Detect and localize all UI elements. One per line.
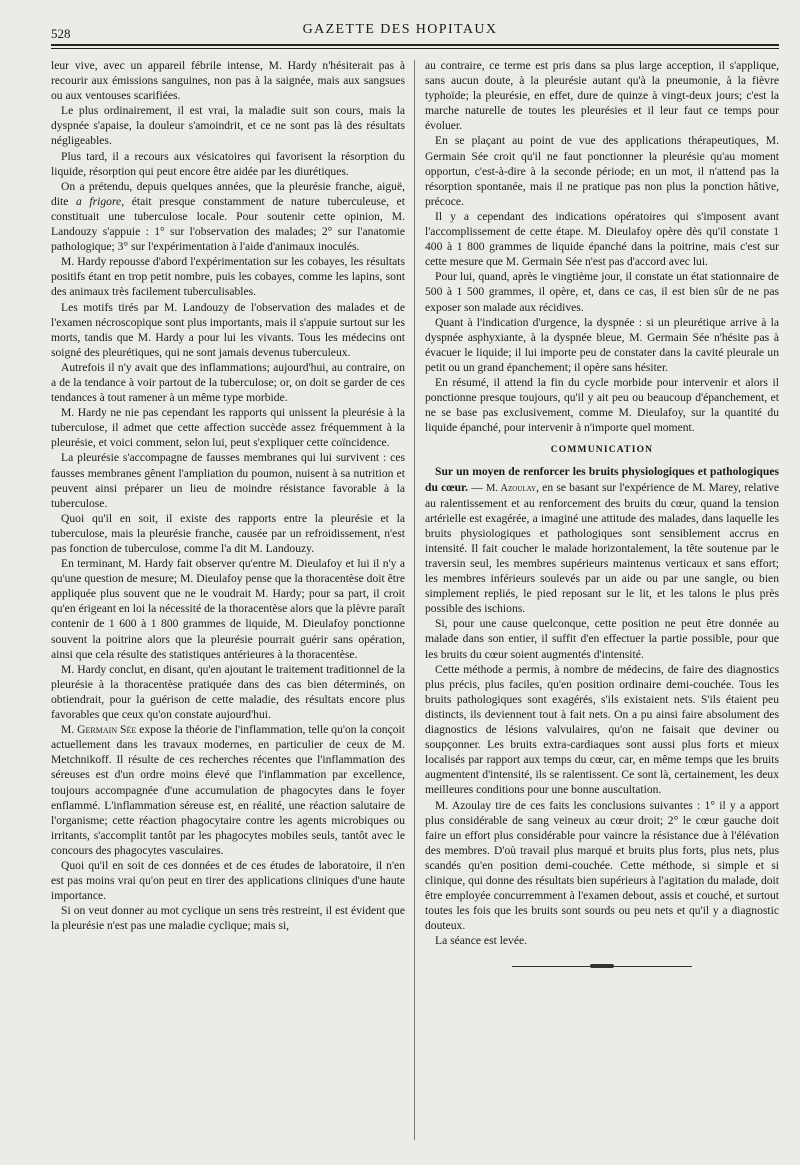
paragraph: leur vive, avec un appareil fébrile intense, M. Hardy n'hésiterait pas à recourir aux émissions sanguines, non pas à la saignée, mais aux sangsues ou aux ventouses scarifiées. xyxy=(51,59,405,103)
text-run: , en se basant sur l'expérience de M. Marey, relative au ralentissement et au renforcement des bruits du cœur, quand la tension artérielle est exagérée, a imaginé une attitude des malades, dans laquelle les bruits physiologiques et pathologiques sont sensiblement accrus en intensité. Il fait coucher le malade horizontalement, la tête soutenue par le traversin seul, les membres supérieurs maintenus verticaux et sans effort; les membres inférieurs soulevés par un aide ou par une sangle, ou bien simplement repliés, le pied reposant sur le lit, et les talons le plus près possible des ischions. xyxy=(425,480,779,616)
paragraph: Quoi qu'il en soit de ces données et de ces études de laboratoire, il n'en est pas moins vrai qu'on peut en tirer des applications cliniques d'une haute importance. xyxy=(51,858,405,903)
text-run: expose la théorie de l'inflammation, telle qu'on la conçoit actuellement dans les travaux modernes, en particulier de ceux de M. Metchnikoff. Il résulte de ces recherches récentes que l'inflammation des séreuses est d'un ordre moins élevé que l'inflammation par excellence, toujours accompagnée d'une accumulation de phagocytes dans le foyer enflammé. L'inflammation séreuse est, en réalité, une réaction salutaire de l'organisme; cette réaction phagocytaire contre les agents microbiques ou irritants, s'accomplit tantôt par les phagocytes mobiles seuls, tantôt avec le concours des phagocytes vasculaires. xyxy=(51,723,405,857)
column-divider xyxy=(414,60,415,1140)
paragraph xyxy=(51,722,405,858)
paragraph xyxy=(51,179,405,254)
left-column xyxy=(51,58,405,1158)
paragraph: Cette méthode a permis, à nombre de médecins, de faire des diagnostics plus précis, plus faciles, qu'en position ordinaire demi-couchée. Tous les bruits pathologiques sont exagérés, s'ils existaient nets. S'ils étaient peu distincts, ils deviennent tout à fait nets. On a pu ainsi faire absolument des diagnostics de lésions valvulaires, qu'on ne faisait que deviner ou soupçonner. Les bruits extra-cardiaques sont aussi plus forts et mieux localisés par rapport aux temps du cœur, car, en même temps que les bruits augmentent d'intensité, ils se ralentissent. Ce sont là, certainement, les deux meilleures conditions pour une bonne auscultation. xyxy=(425,662,779,797)
closing-line: La séance est levée. xyxy=(435,934,528,948)
italic-term: a frigore xyxy=(76,194,122,208)
paragraph: au contraire, ce terme est pris dans sa plus large acception, il s'applique, sans aucun doute, à la pleurésie autant qu'à la pneumonie, à la fièvre typhoïde; la pleurésie, en effet, dure de quinze à vingt-deux jours; c'est la marche naturelle de toutes les pleurésies et il leur faut ce temps pour évoluer. xyxy=(425,59,779,133)
author-name: M. Azoulay xyxy=(486,482,537,494)
paragraph: En résumé, il attend la fin du cycle morbide pour intervenir et alors il ponctionne presque toujours, qu'il y ait peu ou beaucoup d'épanchement, et ne se base pas exclusivement, comme M. Dieulafoy, sur la quantité du liquide épanché, pour intervenir à n'importe quel moment. xyxy=(425,375,779,435)
header-rule-thick xyxy=(51,44,779,46)
end-ornament-rule xyxy=(512,962,692,970)
page-number: 528 xyxy=(51,26,71,41)
right-column xyxy=(425,58,779,1158)
ornament-flourish xyxy=(590,964,614,968)
paragraph: Sur un moyen de renforcer les bruits physiologiques et pathologiques du cœur. — M. Azoulay, en se basant sur l'expérience de M. Marey, relative au ralentissement et au renforcement des bruits du cœur, quand la tension artérielle est exagérée, a imaginé une attitude des malades, dans laquelle les bruits physiologiques et pathologiques sont sensiblement accrus en intensité. Il fait coucher le malade horizontalement, la tête soutenue par le traversin seul, les membres supérieurs maintenus verticaux et sans effort; les membres inférieurs soulevés par un aide ou par une sangle, ou bien simplement repliés, le pied reposant sur le lit, et les talons le plus près possible des ischions. xyxy=(425,465,779,616)
paragraph: Les motifs tirés par M. Landouzy de l'observation des malades et de l'examen nécroscopique sont plus importants, mais il s'appuie surtout sur les morts, tandis que M. Hardy a pour lui les vivants. Tous les médecins ont soigné des pleurétiques, qui ne sont jamais devenus tuberculeux. xyxy=(51,300,405,359)
article-title: Sur un moyen de renforcer les bruits physiologiques et pathologiques du cœur. xyxy=(425,465,779,494)
running-head: GAZETTE DES HOPITAUX xyxy=(302,22,498,37)
paragraph: M. Hardy repousse d'abord l'expérimentation sur les cobayes, les résultats positifs étant en trop petit nombre, puis les cobayes, comme les lapins, sont des animaux très facilement tuberculisables. xyxy=(51,255,405,299)
paragraph: En terminant, M. Hardy fait observer qu'entre M. Dieulafoy et lui il n'y a qu'une question de mesure; M. Dieulafoy pense que la thoracentèse doit être appliquée plus souvent que ne le voudrait M. Hardy; pour sa part, il croit qu'en érigeant en loi la nécessité de la thoracentèse alors que la plèvre paraît contenir de 1 600 à 1 800 grammes de liquide, M. Dieulafoy ponctionne souvent la poitrine alors que la pleurésie pourrait guérir sans opération, ainsi que cela résulte des statistiques antérieures à la thoracentèse. xyxy=(51,557,405,661)
paragraph: M. Hardy ne nie pas cependant les rapports qui unissent la pleurésie à la tuberculose, il admet que cette affection succède assez fréquemment à la pleurésie, et voici comment, selon lui, peut s'expliquer cette coïncidence. xyxy=(51,406,405,450)
paragraph: M. Hardy conclut, en disant, qu'en ajoutant le traitement traditionnel de la pleurésie à la thoracentèse pratiquée dans des cas bien déterminés, on obtiendrait, pour la guérison de cette maladie, des résultats encore plus favorables que ceux qu'on constate aujourd'hui. xyxy=(51,662,405,722)
paragraph: Quant à l'indication d'urgence, la dyspnée : si un pleurétique arrive à la dyspnée asphyxiante, à la dyspnée bleue, M. Germain Sée n'hésite pas à évacuer le liquide; il lui importe peu de constater dans la cavité pleurale un petit ou un grand épanchement; il opère sans hésiter. xyxy=(425,315,779,374)
paragraph: Autrefois il n'y avait que des inflammations; aujourd'hui, au contraire, on a de la tendance à voir partout de la tuberculose; or, on doit se garder de ces tendances à tout ramener à un même type morbide. xyxy=(51,360,405,405)
paragraph: Quoi qu'il en soit, il existe des rapports entre la pleurésie et la tuberculose, mais la pleurésie franche, causée par un refroidissement, n'est pas fonction de tuberculose, comme l'a dit M. Landouzy. xyxy=(51,511,405,555)
paragraph: En se plaçant au point de vue des applications thérapeutiques, M. Germain Sée croit qu'il ne faut ponctionner la pleurésie qu'au moment opportun, c'est-à-dire à la seconde période; en un mot, il n'attend pas la résorption spontanée, mais il ne pratique pas non plus la ponction hâtive, précoce. xyxy=(425,134,779,208)
paragraph: La pleurésie s'accompagne de fausses membranes qui lui survivent : ces fausses membranes gênent l'ampliation du poumon, nuisent à sa nutrition et peuvent ainsi préparer un lieu de moindre résistance favorable à la tuberculose. xyxy=(51,451,405,510)
paragraph: M. Azoulay tire de ces faits les conclusions suivantes : 1° il y a apport plus considérable de sang veineux au cœur droit; 2° le cœur gauche doit faire un effort plus considérable pour vaincre la résistance due à l'élévation des membres. D'où travail plus marqué et bruits plus forts, plus nets, plus scandés qu'en position demi-couchée. Cette méthode, si simple et si clinique, qui donne des résultats bien supérieurs à l'agitation du malade, doit être employée concurremment à l'examen debout, assis et couché, et surtout toutes les fois que les bruits sont sourds ou peu nets et qu'il y a diagnostic douteux. xyxy=(425,798,779,933)
speaker-name: M. Germain Sée xyxy=(61,723,137,737)
header-rule-thin xyxy=(51,48,779,49)
paragraph: Pour lui, quand, après le vingtième jour, il constate un état stationnaire de 500 à 1 500 grammes, il opère, et, dans ce cas, il est bien sûr de ne pas exposer son malade aux récidives. xyxy=(425,270,779,314)
text-run: On a prétendu, depuis quelques années, que la pleurésie franche, aiguë, dite xyxy=(51,179,405,208)
paragraph: Si, pour une cause quelconque, cette position ne peut être donnée au malade dans son entier, il suffit d'en effectuer la partie possible, pour que les bruits du cœur soient augmentés d'intensité. xyxy=(425,617,779,661)
paragraph: Le plus ordinairement, il est vrai, la maladie suit son cours, mais la dyspnée s'apaise, la douleur s'amoindrit, et ce ne sont pas là des résultats négligeables. xyxy=(51,104,405,148)
paragraph: Plus tard, il a recours aux vésicatoires qui favorisent la résorption du liquide, résorption qui peut encore être aidée par les diurétiques. xyxy=(51,149,405,178)
paragraph: Si on veut donner au mot cyclique un sens très restreint, il est évident que la pleurésie n'est pas une maladie cyclique; mais si, xyxy=(51,904,405,933)
text-run: , était presque constamment de nature tuberculeuse, et constituait une tuberculose locale. Pour soutenir cette opinion, M. Landouzy s'appuie : 1° sur l'observation des malades; 2° sur l'anatomie pathologique; 3° sur l'expérimentation à l'aide d'animaux inoculés. xyxy=(51,194,405,254)
section-heading: COMMUNICATION xyxy=(550,445,654,456)
paragraph: Il y a cependant des indications opératoires qui s'imposent avant l'accomplissement de cette étape. M. Dieulafoy opère dès qu'il constate 1 400 à 1 800 grammes de liquide épanché dans la poitrine, mais c'est sur cette mesure que M. Germain Sée n'est pas d'accord avec lui. xyxy=(425,209,779,269)
